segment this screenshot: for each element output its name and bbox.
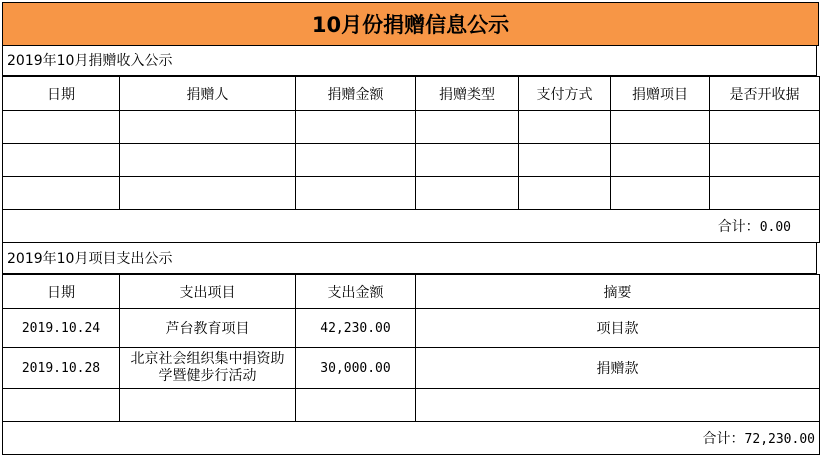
income-total-cell bbox=[3, 210, 820, 243]
table-cell[interactable] bbox=[416, 144, 519, 177]
table-cell[interactable] bbox=[296, 177, 416, 210]
summary-cell[interactable]: 项目款 bbox=[416, 309, 820, 348]
column-header: 支出项目 bbox=[120, 275, 296, 309]
table-row bbox=[3, 389, 820, 422]
table-cell[interactable] bbox=[611, 144, 710, 177]
table-cell[interactable] bbox=[296, 144, 416, 177]
column-header: 捐赠类型 bbox=[416, 77, 519, 111]
expense-total-cell bbox=[3, 422, 820, 455]
table-cell[interactable] bbox=[519, 111, 611, 144]
table-cell[interactable] bbox=[3, 144, 120, 177]
amount-cell[interactable]: 30,000.00 bbox=[296, 348, 416, 389]
table-row bbox=[3, 309, 820, 348]
date-cell[interactable] bbox=[3, 389, 120, 422]
income-total-row bbox=[3, 210, 820, 243]
project-cell[interactable]: 北京社会组织集中捐资助学暨健步行活动 bbox=[120, 348, 296, 389]
summary-cell[interactable] bbox=[416, 389, 820, 422]
table-row bbox=[3, 111, 820, 144]
date-cell[interactable]: 2019.10.24 bbox=[3, 309, 120, 348]
income-section-heading: 2019年10月捐赠收入公示 bbox=[2, 45, 817, 76]
expense-section-heading: 2019年10月项目支出公示 bbox=[2, 243, 817, 274]
amount-cell[interactable]: 42,230.00 bbox=[296, 309, 416, 348]
table-cell[interactable] bbox=[120, 111, 296, 144]
table-cell[interactable] bbox=[611, 177, 710, 210]
column-header: 是否开收据 bbox=[710, 77, 820, 111]
expense-total-row bbox=[3, 422, 820, 455]
table-cell[interactable] bbox=[120, 177, 296, 210]
expense-total-value: 72,230.00 bbox=[744, 432, 815, 447]
income-total-value: 0.00 bbox=[759, 220, 791, 235]
table-cell[interactable] bbox=[416, 177, 519, 210]
table-row bbox=[3, 348, 820, 389]
total-label: 合计： bbox=[717, 219, 760, 235]
table-cell[interactable] bbox=[120, 144, 296, 177]
column-header: 捐赠金额 bbox=[296, 77, 416, 111]
column-header: 捐赠人 bbox=[120, 77, 296, 111]
table-cell[interactable] bbox=[416, 111, 519, 144]
page-title: 10月份捐赠信息公示 bbox=[2, 2, 819, 46]
project-cell[interactable] bbox=[120, 389, 296, 422]
income-header-row bbox=[3, 77, 820, 111]
column-header: 日期 bbox=[3, 77, 120, 111]
spreadsheet bbox=[2, 2, 819, 457]
table-cell[interactable] bbox=[710, 177, 820, 210]
column-header: 支付方式 bbox=[519, 77, 611, 111]
column-header: 支出金额 bbox=[296, 275, 416, 309]
expense-header-row bbox=[3, 275, 820, 309]
table-row bbox=[3, 144, 820, 177]
column-header: 摘要 bbox=[416, 275, 820, 309]
date-cell[interactable]: 2019.10.28 bbox=[3, 348, 120, 389]
project-cell[interactable]: 芦台教育项目 bbox=[120, 309, 296, 348]
expense-table bbox=[2, 274, 820, 455]
total-label: 合计： bbox=[702, 431, 745, 447]
table-row bbox=[3, 177, 820, 210]
table-cell[interactable] bbox=[710, 111, 820, 144]
table-cell[interactable] bbox=[519, 144, 611, 177]
table-cell[interactable] bbox=[519, 177, 611, 210]
table-cell[interactable] bbox=[3, 177, 120, 210]
table-cell[interactable] bbox=[3, 111, 120, 144]
summary-cell[interactable]: 捐赠款 bbox=[416, 348, 820, 389]
column-header: 捐赠项目 bbox=[611, 77, 710, 111]
table-cell[interactable] bbox=[296, 111, 416, 144]
income-table bbox=[2, 76, 820, 243]
amount-cell[interactable] bbox=[296, 389, 416, 422]
table-cell[interactable] bbox=[710, 144, 820, 177]
column-header: 日期 bbox=[3, 275, 120, 309]
table-cell[interactable] bbox=[611, 111, 710, 144]
